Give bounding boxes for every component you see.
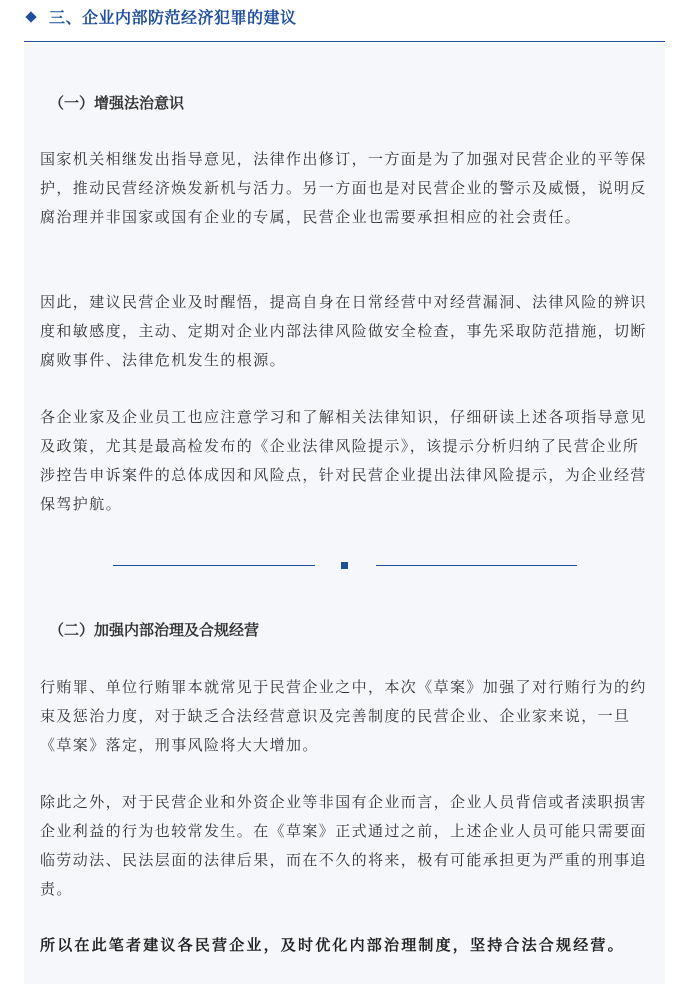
paragraph-2: 因此，建议民营企业及时醒悟，提高自身在日常经营中对经营漏洞、法律风险的辨识度和敏感度，主动、定期对企业内部法律风险做安全检查，事先采取防范措施，切断腐败事件、法律危机发生的根源。 [40,293,647,369]
subsection-heading-1: （一）增强法治意识 [49,94,185,112]
paragraph-5: 除此之外，对于民营企业和外资企业等非国有企业而言，企业人员背信或者渎职损害企业利益的行为也较常发生。在《草案》正式通过之前，上述企业人员可能只需要面临劳动法、民法层面的法律后果，而在不久的将来，极有可能承担更为严重的刑事追责。 [40,793,647,898]
paragraph-4: 行贿罪、单位行贿罪本就常见于民营企业之中，本次《草案》加强了对行贿行为的约束及惩治力度，对于缺乏合法经营意识及完善制度的民营企业、企业家来说，一旦《草案》落定，刑事风险将大大增加。 [40,678,647,754]
section-header [0,0,695,40]
header-underline [24,41,665,42]
paragraph-1: 国家机关相继发出指导意见，法律作出修订，一方面是为了加强对民营企业的平等保护，推动民营经济焕发新机与活力。另一方面也是对民营企业的警示及威慑，说明反腐治理并非国家或国有企业的专属，民营企业也需要承担相应的社会责任。 [40,150,647,226]
paragraph-3: 各企业家及企业员工也应注意学习和了解相关法律知识，仔细研读上述各项指导意见及政策，尤其是最高检发布的《企业法律风险提示》，该提示分析归纳了民营企业所涉控告申诉案件的总体成因和风险点，针对民营企业提出法律风险提示，为企业经营保驾护航。 [40,408,647,513]
diamond-bullet-icon [25,11,36,22]
section-title: 三、企业内部防范经济犯罪的建议 [49,8,297,27]
subsection-heading-2: （二）加强内部治理及合规经营 [49,621,260,639]
divider-right-line [376,565,577,566]
divider-left-line [113,565,315,566]
conclusion-paragraph: 所以在此笔者建议各民营企业，及时优化内部治理制度，坚持合法合规经营。 [40,936,625,954]
divider-square-icon [341,562,348,569]
